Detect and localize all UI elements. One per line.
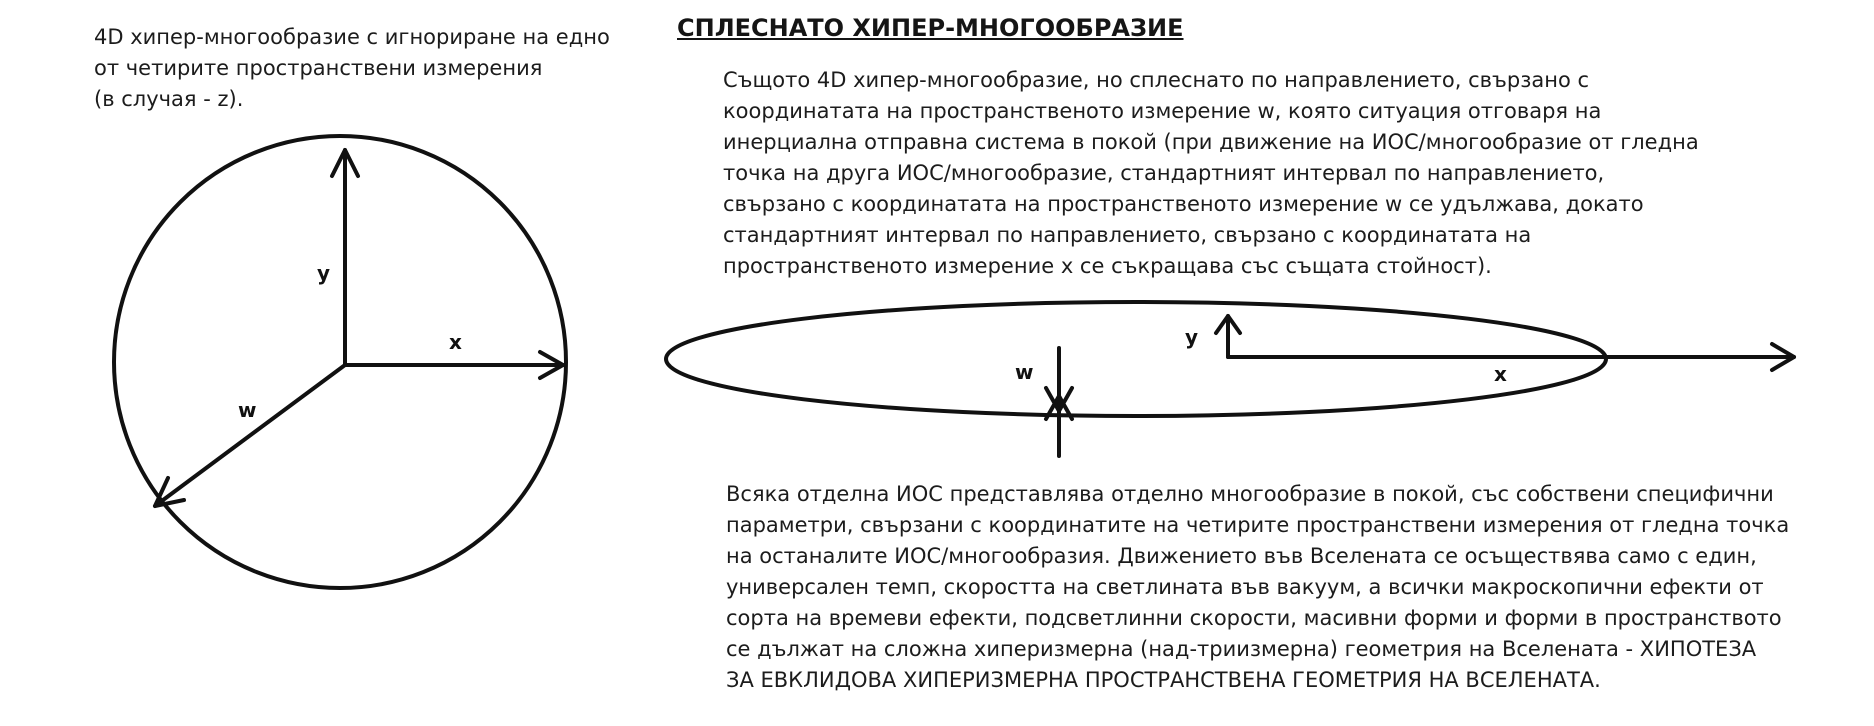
left-y-label: y — [317, 261, 331, 285]
left-manifold-circle — [114, 136, 566, 588]
hypothesis-paragraph: Всяка отделна ИОС представлява отделно многообразие в покой, със собствени специфични параметри, свързани с координатите на четирите пространствени измерения от гледна точка на останалите ИОС/многообразия. Движението във Вселената се осъществява само с един, универсален темп, скоростта на светлината във вакуум, а всички макроскопични ефекти от сорта на времеви ефекти, подсветлинни скорости, масивни форми и форми в пространството се дължат на сложна хиперизмерна (над-триизмерна) геометрия на Вселената - ХИПОТЕЗА ЗА ЕВКЛИДОВА ХИПЕРИЗМЕРНА ПРОСТРАНСТВЕНА ГЕОМЕТРИЯ НА ВСЕЛЕНАТА. — [726, 482, 1790, 692]
right-y-label: y — [1185, 325, 1199, 349]
flattened-manifold-description: Същото 4D хипер-многообразие, но сплеснато по направлението, свързано с координатата на пространственото измерение w, която ситуация отговаря на инерциална отправна система в покой (при движение на ИОС/многообразие от гледна точка на друга ИОС/многообразие, стандартният интервал по направлението, свързано с координатата на пространственото измерение w се удължава, докато стандартният интервал по направлението, свързано с координатата на пространственото измерение x се съкращава със същата стойност). — [723, 68, 1699, 278]
left-diagram-caption: 4D хипер-многообразие с игнориране на едно от четирите пространствени измерения (в случая - z). — [94, 25, 610, 111]
right-w-label: w — [1015, 360, 1034, 384]
left-x-label: x — [449, 330, 462, 354]
left-w-label: w — [238, 398, 257, 422]
right-x-label: x — [1494, 362, 1507, 386]
left-w-axis — [155, 365, 345, 506]
flattened-manifold-title: СПЛЕСНАТО ХИПЕР-МНОГООБРАЗИЕ — [677, 14, 1184, 42]
